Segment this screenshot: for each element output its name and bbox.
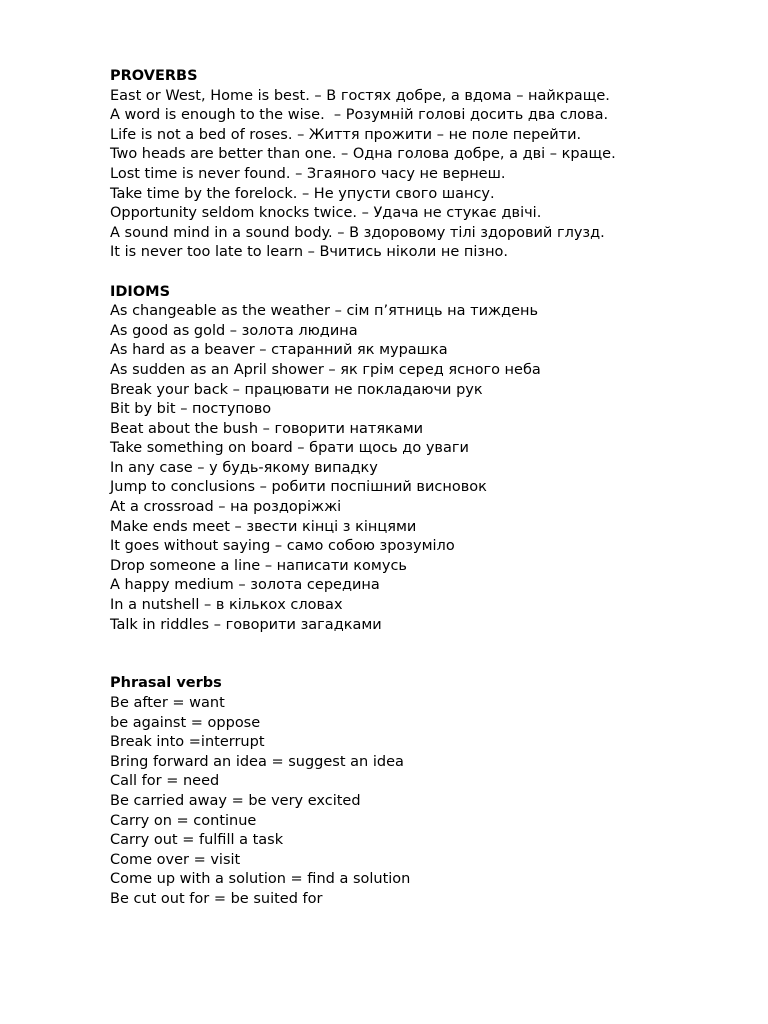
proverb-line: Opportunity seldom knocks twice. – Удача не стукає двічі. (110, 205, 542, 222)
phrasal-verb-line: Break into =interrupt (110, 734, 265, 751)
phrasal-verb-line: Carry out = fulfill a task (110, 832, 284, 849)
idiom-line: Beat about the bush – говорити натяками (110, 420, 424, 437)
idiom-line: As hard as a beaver – старанний як мурашка (110, 342, 448, 359)
idiom-line: A happy medium – золота середина (110, 577, 380, 594)
phrasal-verb-line: Carry on = continue (110, 812, 257, 829)
section-heading-proverbs: PROVERBS (110, 68, 198, 84)
idiom-line: Make ends meet – звести кінці з кінцями (110, 518, 417, 535)
proverb-line: East or West, Home is best. – В гостях добре, а вдома – найкраще. (110, 87, 610, 104)
idioms-section (110, 283, 730, 636)
idiom-line: Drop someone a line – написати комусь (110, 557, 407, 574)
idiom-line: Bit by bit – поступово (110, 401, 272, 418)
phrasal-verb-line: Come over = visit (110, 851, 241, 868)
section-heading-idioms: IDIOMS (110, 283, 171, 300)
phrasal-verb-line: Be after = want (110, 695, 225, 711)
phrasal-verb-line: Call for = need (110, 773, 220, 790)
idiom-line: Jump to conclusions – робити поспішний висновок (110, 479, 487, 496)
phrasal-verb-line: Come up with a solution = find a solution (110, 871, 411, 888)
proverb-line: Take time by the forelock. – Не упусти свого шансу. (110, 185, 495, 202)
phrasal-verb-line: be against = oppose (110, 714, 261, 731)
phrasal-verb-line: Be cut out for = be suited for (110, 890, 323, 907)
proverb-line: Two heads are better than one. – Одна голова добре, а дві – краще. (110, 146, 616, 163)
idiom-line: As good as gold – золота людина (110, 322, 358, 339)
idiom-line: Talk in riddles – говорити загадками (110, 616, 382, 633)
phrasal-verb-line: Be carried away = be very excited (110, 792, 361, 809)
idiom-line: Take something on board – брати щось до уваги (110, 440, 469, 457)
idiom-line: In any case – у будь-якому випадку (110, 459, 378, 476)
phrasal-verb-line: Bring forward an idea = suggest an idea (110, 753, 404, 770)
proverb-line: A word is enough to the wise. – Розумній голові досить два слова. (110, 107, 609, 124)
proverb-line: It is never too late to learn – Вчитись ніколи не пізно. (110, 244, 509, 261)
idiom-line: As sudden as an April shower – як грім серед ясного неба (110, 361, 541, 378)
proverb-line: A sound mind in a sound body. – В здоровому тілі здоровий глузд. (110, 224, 605, 241)
section-heading-phrasal-verbs: Phrasal verbs (110, 675, 222, 692)
idiom-line: Break your back – працювати не покладаючи рук (110, 381, 483, 398)
idiom-line: In a nutshell – в кількох словах (110, 597, 343, 614)
document-page (110, 67, 730, 910)
proverb-line: Life is not a bed of roses. – Життя прожити – не поле перейти. (110, 126, 582, 143)
proverbs-section (110, 67, 730, 263)
phrasal-verbs-section (110, 674, 730, 909)
idiom-line: As changeable as the weather – сім п’ятниць на тиждень (110, 303, 539, 320)
blank-line (110, 263, 730, 283)
idiom-line: At a crossroad – на роздоріжжі (110, 499, 342, 516)
blank-lines (110, 635, 730, 674)
proverb-line: Lost time is never found. – Згаяного часу не вернеш. (110, 165, 506, 182)
idiom-line: It goes without saying – само собою зрозуміло (110, 538, 455, 555)
